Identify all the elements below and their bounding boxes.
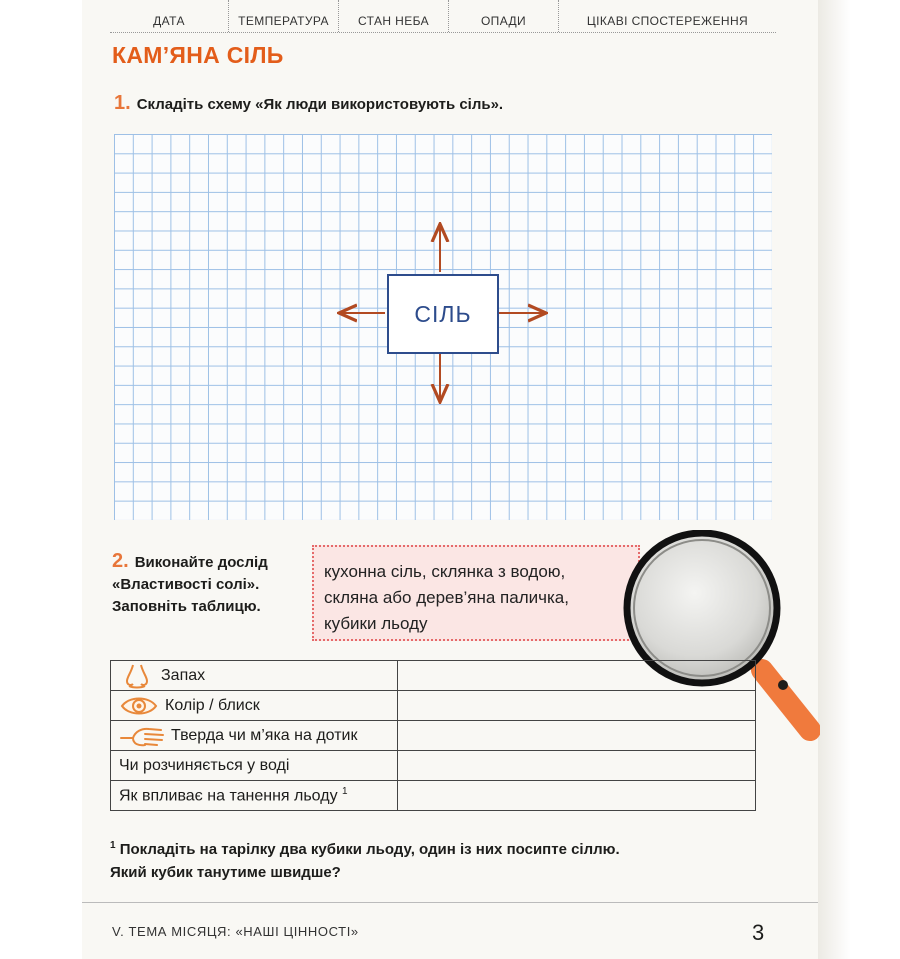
- row-label-cell: [111, 781, 398, 811]
- task-2: [112, 550, 268, 618]
- row-label-cell: [111, 691, 398, 721]
- eye-icon: [119, 695, 159, 717]
- hand-icon: [119, 724, 165, 748]
- row-label: Запах: [161, 666, 206, 684]
- materials-line: кухонна сіль, склянка з водою,: [324, 562, 566, 581]
- header-precipitation: ОПАДИ: [448, 0, 558, 32]
- footer-text: V. ТЕМА МІСЯЦЯ: «НАШІ ЦІННОСТІ»: [112, 924, 359, 939]
- footnote-line-2: Який кубик танутиме швидше?: [110, 864, 341, 881]
- header-date: ДАТА: [153, 14, 185, 28]
- row-label-cell: [111, 721, 398, 751]
- row-value-cell[interactable]: [398, 661, 756, 691]
- footnote-mark: 1: [110, 840, 116, 851]
- task-2-line-1: Виконайте дослід: [134, 554, 268, 571]
- footer-divider: [82, 902, 818, 903]
- row-value-cell[interactable]: [398, 781, 756, 811]
- properties-table: [110, 660, 756, 811]
- table-row: [111, 661, 756, 691]
- row-label-cell: [111, 661, 398, 691]
- row-value-cell[interactable]: [398, 721, 756, 751]
- nose-icon: [119, 663, 155, 689]
- header-observations: ЦІКАВІ СПОСТЕРЕЖЕННЯ: [558, 0, 776, 32]
- task-2-number: 2.: [112, 550, 129, 572]
- table-row: [111, 691, 756, 721]
- table-row: [111, 781, 756, 811]
- diagram-center-box: [387, 274, 499, 354]
- row-label: Тверда чи м’яка на дотик: [171, 726, 358, 744]
- page-title: КАМ’ЯНА СІЛЬ: [112, 42, 284, 68]
- row-label: Чи розчиняється у воді: [119, 756, 290, 774]
- task-1-number: 1.: [114, 92, 131, 114]
- row-value-cell[interactable]: [398, 751, 756, 781]
- page-number: 3: [752, 920, 765, 945]
- task-1-text: Складіть схему «Як люди використовують сіль».: [136, 96, 504, 113]
- row-label: Колір / блиск: [165, 696, 260, 714]
- header-temperature: ТЕМПЕРАТУРА: [228, 0, 338, 32]
- row-label-cell: [111, 751, 398, 781]
- header-sky: СТАН НЕБА: [338, 0, 448, 32]
- table-row: [111, 751, 756, 781]
- materials-line: кубики льоду: [324, 614, 428, 633]
- task-2-line-3: Заповніть таблицю.: [112, 598, 261, 615]
- diagram-center-label: СІЛЬ: [414, 300, 472, 327]
- materials-line: скляна або дерев’яна паличка,: [324, 588, 569, 607]
- footnote-line-1: Покладіть на тарілку два кубики льоду, один із них посипте сіллю.: [119, 841, 620, 858]
- table-row: [111, 721, 756, 751]
- row-value-cell[interactable]: [398, 691, 756, 721]
- footnote-mark: 1: [342, 785, 348, 797]
- footnote: [110, 834, 620, 884]
- row-label: Як впливає на танення льоду: [119, 787, 338, 805]
- materials-box: [312, 545, 640, 641]
- task-2-line-2: «Властивості солі».: [112, 576, 260, 593]
